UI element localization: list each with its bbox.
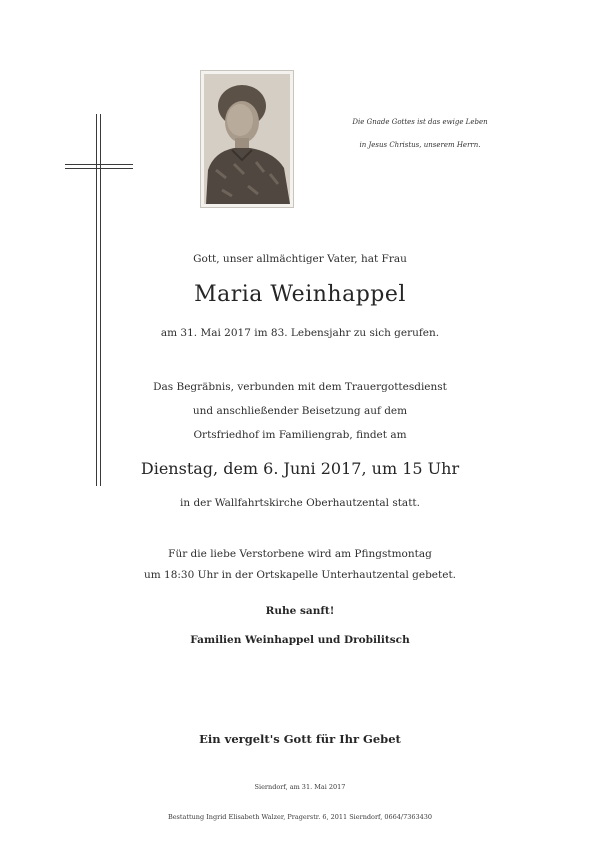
family-names: Familien Weinhappel und Drobilitsch bbox=[190, 634, 410, 646]
undertaker-footer: Bestattung Ingrid Elisabeth Walzer, Pragerstr. 6, 2011 Sierndorf, 0664/7363430 bbox=[167, 813, 433, 821]
deceased-name: Maria Weinhappel bbox=[194, 282, 406, 307]
cross-horizontal-line bbox=[65, 168, 133, 169]
funeral-text-line: Ortsfriedhof im Familiengrab, findet am bbox=[193, 429, 407, 441]
portrait-photo bbox=[200, 70, 294, 208]
bible-quote-line: in Jesus Christus, unserem Herrn. bbox=[359, 141, 481, 149]
death-date-text: am 31. Mai 2017 im 83. Lebensjahr zu sich gerufen. bbox=[160, 327, 440, 339]
funeral-text-line: Das Begräbnis, verbunden mit dem Trauergottesdienst bbox=[153, 381, 447, 393]
funeral-date: Dienstag, dem 6. Juni 2017, um 15 Uhr bbox=[140, 459, 460, 478]
thanks-text: Ein vergelt's Gott für Ihr Gebet bbox=[199, 732, 401, 746]
rest-in-peace-text: Ruhe sanft! bbox=[265, 605, 335, 617]
portrait-image bbox=[204, 74, 290, 204]
cross-horizontal-line bbox=[65, 164, 133, 165]
funeral-location: in der Wallfahrtskirche Oberhautzental statt. bbox=[180, 497, 420, 509]
prayer-text-line: Für die liebe Verstorbene wird am Pfingstmontag bbox=[168, 548, 432, 560]
prayer-text-line: um 18:30 Uhr in der Ortskapelle Unterhautzental gebetet. bbox=[143, 569, 457, 581]
place-date-footer: Sierndorf, am 31. Mai 2017 bbox=[254, 783, 346, 791]
bible-quote-line: Die Gnade Gottes ist das ewige Leben bbox=[352, 118, 488, 126]
funeral-text-line: und anschließender Beisetzung auf dem bbox=[192, 405, 408, 417]
intro-text: Gott, unser allmächtiger Vater, hat Frau bbox=[193, 253, 407, 265]
